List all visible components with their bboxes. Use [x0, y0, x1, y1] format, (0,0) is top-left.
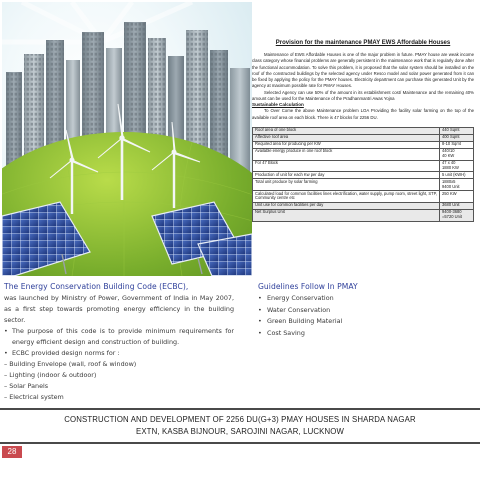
ecbc-intro: was launched by Ministry of Power, Government of India in May 2007, as a first step towards promoting energy efficiency in the building sector.	[4, 294, 234, 324]
table-cell-value: 440/10 40 KW	[440, 148, 474, 160]
table-cell-label: Available energy produce in one roof block	[253, 148, 440, 160]
document-paragraph-2: Selected Agency can use 50% of the amount in its establishment cost/ Maintenance and the remaining 40% amount can be used for the Maintenance of the Pradhanmantri Awas Yojna	[252, 89, 474, 102]
document-paragraph-3: To Over Come the above Maintenance problem LOA Providing the facility solar farming on the top of the available roof area on each block. There is 47 blocks for 2256 DU.	[252, 108, 474, 120]
list-item: • The purpose of this code is to provide minimum requirements for energy efficient design and construction of building.	[4, 326, 234, 348]
table-cell-label: Roof area of one block	[253, 127, 440, 134]
pmay-guidelines-list	[258, 293, 458, 339]
pmay-guidelines-section	[258, 281, 458, 339]
page-number-badge: 28	[2, 446, 22, 458]
list-item: • Green Building Material	[258, 316, 458, 327]
ecbc-norms-list	[4, 359, 234, 403]
table-cell-label: Total unit produce by solar farming	[253, 179, 440, 191]
table-row	[253, 202, 474, 209]
table-cell-label: Unit use for common facilities per day	[253, 202, 440, 209]
footer-divider-bottom	[0, 442, 480, 444]
list-item: • Energy Conservation	[258, 293, 458, 304]
project-title-line-2: EXTN, KASBA BIJNOUR, SAROJINI NAGAR, LUCKNOW	[135, 427, 345, 436]
project-title-line-1: CONSTRUCTION AND DEVELOPMENT OF 2256 DU(G+3) PMAY HOUSES IN SHARDA NAGAR	[64, 415, 416, 424]
project-title	[10, 414, 470, 438]
list-item: – Lighting (indoor & outdoor)	[4, 370, 234, 381]
table-row	[253, 191, 474, 203]
table-cell-value: 9400-3680 =5720 Unit	[440, 209, 474, 221]
document-title: Provision for the maintenance PMAY EWS Affordable Houses	[275, 40, 451, 46]
list-item: – Electrical system	[4, 392, 234, 403]
sustainable-calculation-table	[252, 127, 474, 222]
table-cell-value: 250 KW	[440, 191, 474, 203]
list-item: – Building Envelope (wall, roof & window)	[4, 359, 234, 370]
list-item: – Solar Panels	[4, 381, 234, 392]
table-cell-label: For 47 Block	[253, 160, 440, 172]
list-item: • ECBC provided design norms for :	[4, 348, 234, 359]
table-cell-value: 440 Sqmt	[440, 127, 474, 134]
table-cell-value: 5 unit (KWH)	[440, 172, 474, 179]
pmay-guidelines-heading: Guidelines Follow In PMAY	[258, 282, 358, 291]
table-cell-label: Calculated load for common facilities lines electrification, water supply, pump room, street light, STP, Community centre etc	[253, 191, 440, 203]
table-cell-value: 8-10 Sqmt	[440, 141, 474, 148]
table-cell-label: Required area for producing per KW	[253, 141, 440, 148]
table-cell-label: Net Surplus Unit	[253, 209, 440, 221]
maintenance-document	[252, 40, 474, 222]
ecbc-bullet-list	[4, 326, 234, 359]
document-paragraph: Maintenance of EWS Affordable Houses is one of the major problem in future. PMAY house are weak income class category whose financial problems are generally persistent in the maintenance work that is regularly done after the functional accommodation. To solve this problem, it is proposed that the solar system should be installed on the roof of the constructed buildings by the selected agency under Resco model and solar power generated from it can be fixed by applying the policy for the PMAY houses. Electricity department can purchase this generated Unit by the agency at maximum possible rate for PMAY Houses.	[252, 52, 474, 89]
table-row	[253, 148, 474, 160]
table-cell-value: 47 x 40 1880 KW	[440, 160, 474, 172]
table-cell-value: 3680 Unit	[440, 202, 474, 209]
table-row	[253, 160, 474, 172]
table-row	[253, 209, 474, 221]
table-row	[253, 179, 474, 191]
table-row	[253, 172, 474, 179]
table-cell-value: 1880x5 9400 Unit	[440, 179, 474, 191]
table-row	[253, 134, 474, 141]
document-subheading: Sustainable Calculation	[252, 102, 304, 108]
ecbc-section	[4, 281, 234, 403]
table-cell-label: Production of unit for each Kw per day	[253, 172, 440, 179]
table-cell-value: 400 Sqmt	[440, 134, 474, 141]
footer-divider-top	[0, 408, 480, 410]
table-row	[253, 127, 474, 134]
green-globe-illustration	[2, 2, 252, 276]
list-item: • Water Conservation	[258, 305, 458, 316]
list-item: • Cost Saving	[258, 328, 458, 339]
table-cell-label: Affective roof area	[253, 134, 440, 141]
ecbc-heading: The Energy Conservation Building Code (ECBC),	[4, 282, 189, 291]
table-row	[253, 141, 474, 148]
